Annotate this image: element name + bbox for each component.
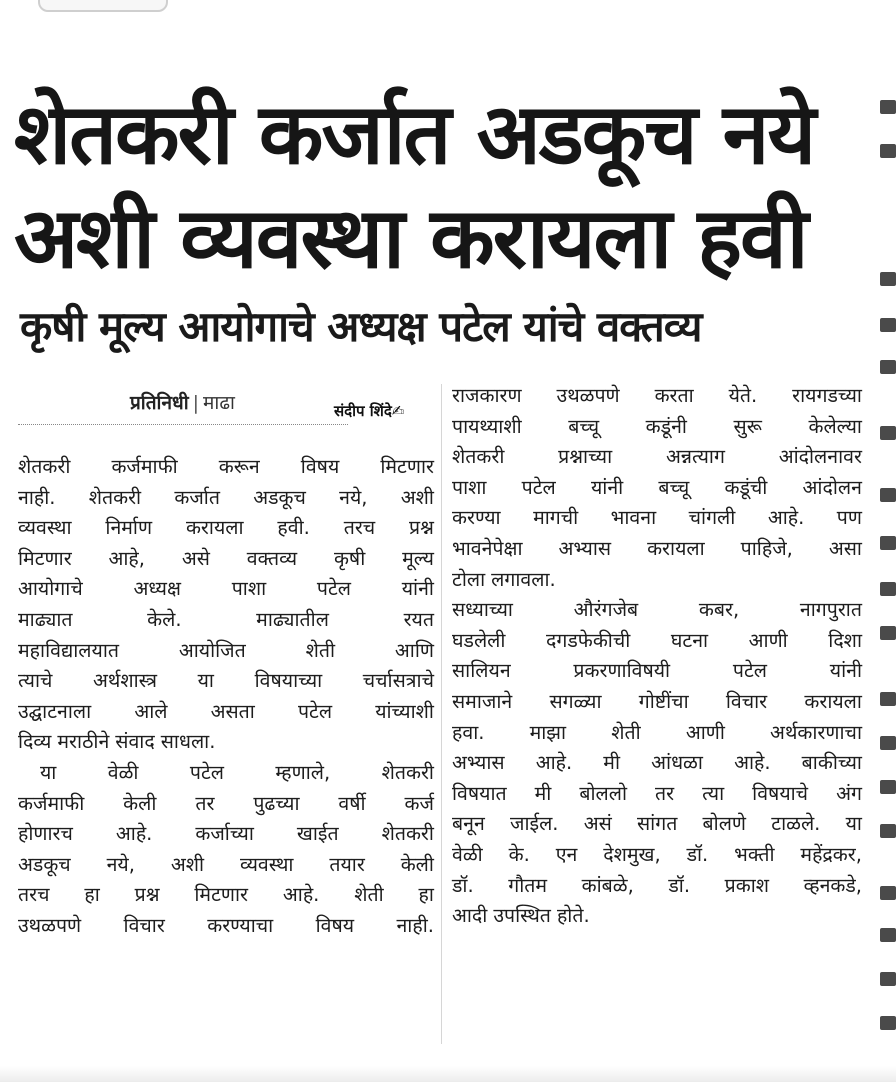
article-line <box>452 901 862 932</box>
article-word: हा <box>418 883 434 907</box>
article-word: चर्चासत्राचे <box>362 669 434 693</box>
article-word: या <box>40 760 57 784</box>
article-word: खाईत <box>296 822 339 846</box>
article-word: तयार <box>329 852 365 876</box>
article-word: अध्यक्ष <box>133 577 181 601</box>
article-word: सध्याच्या <box>452 598 513 622</box>
article-word: अभ्यास <box>558 536 612 560</box>
article-word: बोललो <box>579 781 628 805</box>
adjacent-article-fragment <box>874 96 896 1076</box>
article-word: सांगत <box>637 812 678 836</box>
article-word: केले. <box>147 607 182 631</box>
article-line <box>452 412 862 443</box>
article-word: महाविद्यालयात <box>18 638 119 662</box>
signature-stamp: संदीप शिंदे✍ <box>334 402 405 420</box>
article-line <box>452 748 862 779</box>
article-line <box>18 544 434 575</box>
column-gutter <box>441 384 442 1044</box>
article-word: सालियन <box>452 659 511 683</box>
article-word: विषयाचे <box>752 781 809 805</box>
article-word: असं <box>583 812 612 836</box>
article-word: दगडफेकीची <box>546 628 631 652</box>
article-column-right <box>452 381 862 932</box>
article-line <box>18 789 434 820</box>
article-word: बाकीच्या <box>801 751 862 775</box>
article-word: आणी <box>685 720 725 744</box>
article-word: शेतकरी <box>452 445 505 469</box>
article-word: कडूंची <box>724 475 768 499</box>
article-word: बच्चू <box>568 414 600 438</box>
article-word: आंधळा <box>651 751 703 775</box>
article-word: डॉ. <box>668 873 691 897</box>
article-word: येते. <box>728 384 758 407</box>
article-word: असे <box>181 546 210 570</box>
article-word: प्रकाश <box>724 873 770 897</box>
article-word: डॉ. <box>686 842 709 866</box>
article-word: विचार <box>123 913 165 937</box>
byline-reporter: प्रतिनिधी <box>130 392 189 414</box>
article-word: करायला <box>647 536 705 560</box>
article-line <box>452 595 862 626</box>
article-word: शेती <box>611 720 641 744</box>
article-word: अडकूच <box>253 485 306 509</box>
article-word: मिटणार <box>194 883 249 907</box>
article-word: कृषी <box>333 546 366 570</box>
article-word: कर्ज <box>404 791 434 815</box>
article-word: अन्नत्याग <box>665 445 725 469</box>
article-word: बनून <box>452 812 485 836</box>
article-word: आहे. <box>115 822 153 846</box>
article-word: या <box>845 812 862 836</box>
article-word: विषय <box>315 913 355 937</box>
article-word: टोला <box>452 567 486 591</box>
article-word: संवाद <box>115 730 155 754</box>
article-word: उद्घाटनाला <box>18 699 92 723</box>
article-word: अर्थकारणाचा <box>770 720 862 744</box>
article-word: पटेल <box>732 659 768 683</box>
article-word: अशी <box>170 852 205 876</box>
article-word: कर्जात <box>174 485 220 509</box>
article-word: पटेल <box>189 760 225 784</box>
article-word: आयोगाचे <box>18 577 83 601</box>
article-word: करायला <box>185 516 244 540</box>
article-word: माढ्यातील <box>256 607 329 631</box>
article-word: वक्तव्य <box>246 546 298 570</box>
article-word: केली <box>400 852 434 876</box>
article-word: त्या <box>702 781 725 805</box>
article-word: करण्याचा <box>207 913 274 937</box>
article-line <box>18 666 434 697</box>
page-bottom-edge <box>0 1066 896 1082</box>
article-word: बोलणे <box>702 812 747 836</box>
article-word: शेती <box>305 638 336 662</box>
article-word: असा <box>828 536 862 560</box>
article-word: केली <box>123 791 157 815</box>
article-word: हा <box>84 883 100 907</box>
article-line <box>452 687 862 718</box>
article-word: डॉ. <box>452 873 474 897</box>
article-word: होणारच <box>18 822 73 846</box>
article-line <box>18 697 434 728</box>
article-word: यांच्याशी <box>375 699 434 723</box>
article-word: नये, <box>339 485 368 509</box>
article-line <box>452 503 862 534</box>
article-word: पटेल <box>521 475 556 499</box>
article-line <box>452 779 862 810</box>
article-line <box>452 565 862 596</box>
article-word: पण <box>836 506 862 530</box>
article-word: अर्थशास्त्र <box>93 669 158 693</box>
article-word: तर <box>195 791 215 815</box>
article-word: प्रश्न <box>134 883 160 907</box>
article-word: व्हनकडे, <box>803 873 862 897</box>
article-word: रायगडच्या <box>792 384 862 407</box>
article-word: गोष्टींचा <box>638 689 689 713</box>
headline-line-1: शेतकरी कर्जात अडकूच नये <box>14 85 815 183</box>
article-word: केलेल्या <box>808 414 862 438</box>
article-word: असता <box>210 699 255 723</box>
article-word: आहे. <box>282 883 320 907</box>
article-line <box>452 871 862 902</box>
article-word: सगळ्या <box>549 689 602 713</box>
article-word: व्यवस्था <box>18 516 72 540</box>
article-word: पाशा <box>231 577 267 601</box>
article-word: उपस्थित <box>493 904 551 928</box>
top-edge-tab <box>38 0 168 12</box>
article-word: साधला. <box>160 730 216 754</box>
article-word: माझा <box>529 720 567 744</box>
article-word: कडूंनी <box>645 414 687 438</box>
article-word: तरच <box>343 516 376 540</box>
article-word: आयोजित <box>178 638 246 662</box>
article-word: कर्जमाफी <box>111 455 178 478</box>
article-word: तर <box>655 781 675 805</box>
article-line <box>18 636 434 667</box>
article-line <box>452 473 862 504</box>
article-line <box>18 513 434 544</box>
article-word: विषयात <box>452 781 507 805</box>
article-line <box>452 656 862 687</box>
article-word: घटना <box>670 628 709 652</box>
article-word: शेती <box>354 883 384 907</box>
article-word: म्हणाले, <box>275 760 331 784</box>
article-word: जाईल. <box>509 812 559 836</box>
article-word: पटेल <box>297 699 333 723</box>
article-word: वेळी <box>452 842 483 866</box>
article-word: भक्ती <box>734 842 775 866</box>
article-word: करायला <box>804 689 862 713</box>
article-word: उथळपणे <box>556 384 620 407</box>
article-line <box>452 381 862 412</box>
article-word: मागची <box>533 506 579 530</box>
article-line <box>18 758 434 789</box>
article-word: एन <box>555 842 578 866</box>
byline-place: माढा <box>203 392 235 414</box>
article-column-left <box>18 452 434 942</box>
article-word: रयत <box>403 607 434 631</box>
article-word: अशी <box>400 485 434 509</box>
article-word: आहे. <box>734 751 771 775</box>
article-word: विचार <box>725 689 768 713</box>
article-line <box>18 850 434 881</box>
article-word: करून <box>218 455 260 478</box>
article-word: सुरू <box>733 414 762 438</box>
article-line <box>18 483 434 514</box>
article-word: मूल्य <box>402 546 434 570</box>
article-word: नाही. <box>396 913 434 937</box>
article-word: आहे. <box>767 506 805 530</box>
article-word: दिव्य <box>18 730 52 754</box>
article-word: शेतकरी <box>381 822 434 846</box>
article-word: आदी <box>452 904 488 928</box>
article-word: नाही. <box>18 485 56 509</box>
article-word: उथळपणे <box>18 913 82 937</box>
article-word: शेतकरी <box>381 760 434 784</box>
byline-separator: | <box>192 392 200 414</box>
article-line <box>452 809 862 840</box>
article-word: यांनी <box>829 659 862 683</box>
article-line <box>18 727 434 758</box>
article-word: पाशा <box>452 475 487 499</box>
article-word: त्याचे <box>18 669 53 693</box>
article-word: मी <box>603 751 621 775</box>
article-word: यांनी <box>590 475 624 499</box>
article-word: गौतम <box>508 873 548 897</box>
article-word: शेतकरी <box>18 455 71 478</box>
article-word: दिशा <box>828 628 862 652</box>
headline-line-2: अशी व्यवस्था करायला हवी <box>14 189 807 287</box>
article-word: अंग <box>836 781 862 805</box>
article-word: मराठीने <box>57 730 110 754</box>
article-line <box>18 911 434 942</box>
article-word: यांनी <box>401 577 434 601</box>
article-word: घडलेली <box>452 628 506 652</box>
byline-divider <box>18 424 348 425</box>
article-line <box>18 452 434 483</box>
article-word: राजकारण <box>452 384 522 407</box>
article-word: प्रकरणाविषयी <box>573 659 671 683</box>
article-word: व्यवस्था <box>239 852 294 876</box>
article-word: कबर, <box>698 598 740 622</box>
article-word: आंदोलनावर <box>778 445 862 469</box>
article-word: नागपुरात <box>799 598 862 622</box>
article-line <box>18 819 434 850</box>
article-word: आहे, <box>108 546 145 570</box>
article-word: शेतकरी <box>88 485 142 509</box>
article-word: माढ्यात <box>18 607 73 631</box>
article-word: तरच <box>18 883 50 907</box>
article-word: मिटणार <box>18 546 72 570</box>
article-word: निर्माण <box>105 516 153 540</box>
article-word: प्रश्न <box>409 516 434 540</box>
article-word: हवा. <box>452 720 485 744</box>
article-word: आणि <box>394 638 434 662</box>
article-word: पाहिजे, <box>740 536 793 560</box>
article-word: कर्जमाफी <box>18 791 85 815</box>
article-line <box>452 718 862 749</box>
subheadline: कृषी मूल्य आयोगाचे अध्यक्ष पटेल यांचे वक्तव्य <box>20 302 702 351</box>
article-word: देशमुख, <box>603 842 661 866</box>
article-word: वेळी <box>107 760 139 784</box>
article-word: वर्षी <box>338 791 366 815</box>
article-word: प्रश्नाच्या <box>558 445 613 469</box>
article-line <box>452 534 862 565</box>
article-line <box>452 626 862 657</box>
article-word: टाळले. <box>771 812 821 836</box>
article-line <box>18 880 434 911</box>
article-word: समाजाने <box>452 689 513 713</box>
article-word: आंदोलन <box>802 475 862 499</box>
article-line <box>18 574 434 605</box>
article-word: अडकूच <box>18 852 71 876</box>
article-word: होते. <box>556 904 590 928</box>
article-word: भावनेपेक्षा <box>452 536 523 560</box>
article-word: आणी <box>748 628 788 652</box>
article-word: विषयाच्या <box>254 669 323 693</box>
article-word: अभ्यास <box>452 751 505 775</box>
article-word: करता <box>654 384 694 407</box>
article-word: औरंगजेब <box>573 598 639 622</box>
article-word: विषय <box>300 455 340 478</box>
article-word: या <box>197 669 214 693</box>
article-word: बच्चू <box>658 475 690 499</box>
article-line <box>452 840 862 871</box>
article-word: भावना <box>610 506 657 530</box>
article-word: के. <box>508 842 530 866</box>
article-word: चांगली <box>688 506 736 530</box>
article-word: मी <box>534 781 552 805</box>
article-word: लगावला. <box>491 567 556 591</box>
article-word: आहे. <box>535 751 573 775</box>
article-word: हवी. <box>277 516 310 540</box>
article-word: करण्या <box>452 506 501 530</box>
article-word: पायथ्याशी <box>452 414 522 438</box>
byline <box>130 389 235 415</box>
article-word: आले <box>134 699 168 723</box>
article-word: कांबळे, <box>581 873 634 897</box>
article-word: पुढच्या <box>253 791 300 815</box>
article-word: नये, <box>106 852 135 876</box>
article-word: कर्जाच्या <box>195 822 254 846</box>
article-word: मिटणार <box>380 455 434 478</box>
article-line <box>18 605 434 636</box>
article-word: महेंद्रकर, <box>800 842 862 866</box>
article-line <box>452 442 862 473</box>
article-word: पटेल <box>316 577 352 601</box>
